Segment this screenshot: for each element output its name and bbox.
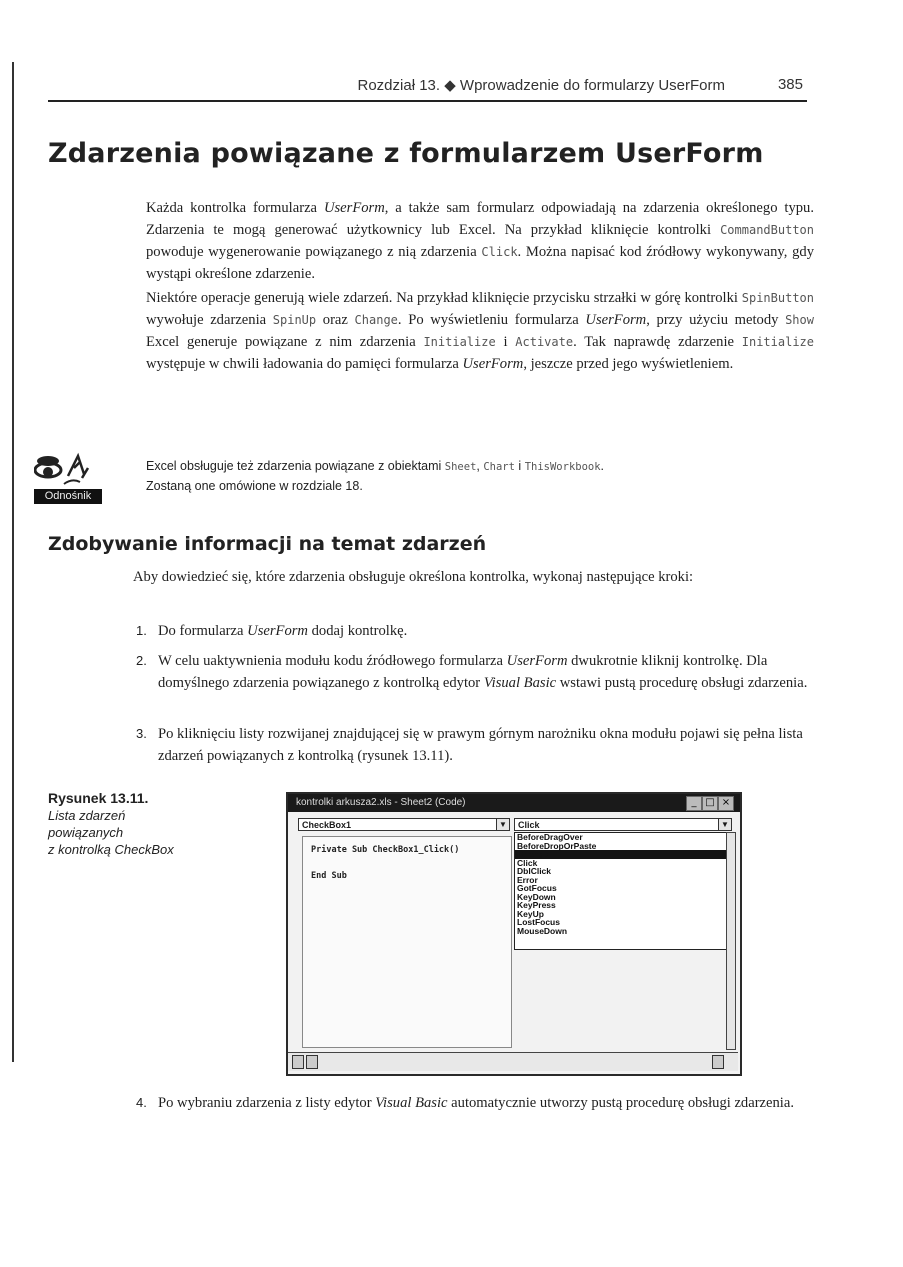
window-titlebar <box>288 794 740 812</box>
maximize-icon: □ <box>702 796 718 811</box>
figure-caption: Rysunek 13.11. Lista zdarzeń powiązanych z kontrolką CheckBox <box>48 790 218 858</box>
event-list-item: LostFocus <box>517 917 560 927</box>
horizontal-scrollbar <box>288 1052 738 1071</box>
event-list <box>514 832 728 950</box>
code-line: End Sub <box>311 871 347 881</box>
step-4: 4. Po wybraniu zdarzenia z listy edytor Visual Basic automatycznie utworzy pustą procedurę obsługi zdarzenia. <box>136 1095 794 1111</box>
page-margin-line <box>12 62 14 1062</box>
window-title: kontrolki arkusza2.xls - Sheet2 (Code) <box>296 797 466 808</box>
code-pane <box>302 836 512 1048</box>
procedure-dropdown: Click ▼ <box>514 818 732 831</box>
vbe-code-window-screenshot <box>286 792 742 1076</box>
code-line: Private Sub CheckBox1_Click() <box>311 845 460 855</box>
event-list-item: KeyDown <box>517 891 556 902</box>
chevron-down-icon: ▼ <box>718 819 731 830</box>
event-list-item: Error <box>517 874 538 885</box>
scroll-right-icon <box>712 1055 724 1069</box>
paragraph-3: Aby dowiedzieć się, które zdarzenia obsługuje określona kontrolka, wykonaj następujące kroki: <box>133 569 694 585</box>
paragraph-1: Każda kontrolka formularza UserForm, a także sam formularz odpowiadają na zdarzenia określonego typu. Zdarzenia te mogą generować użytkownicy lub Excel. Na przykład kliknięcie kontrolki CommandButton powoduje wygenerowanie powiązanego z nią zdarzenia Click. Można napisać kod źródłowy wykonywany, gdy wystąpi określone zdarzenie. <box>146 200 815 282</box>
event-list-item: BeforeDropOrPaste <box>517 840 597 851</box>
section-heading: Zdarzenia powiązane z formularzem UserForm <box>48 138 764 169</box>
view-toggle-icon <box>292 1055 304 1069</box>
running-header <box>48 72 807 102</box>
object-dropdown: CheckBox1 ▼ <box>298 818 510 831</box>
step-1: 1. Do formularza UserForm dodaj kontrolkę. <box>136 623 408 639</box>
subsection-heading: Zdobywanie informacji na temat zdarzeń <box>48 533 487 555</box>
reference-note-text: Excel obsługuje też zdarzenia powiązane z obiektami Sheet, Chart i ThisWorkbook. Zostaną one omówione w rozdziale 18. <box>146 459 605 493</box>
chevron-down-icon: ▼ <box>496 819 509 830</box>
close-icon: × <box>718 796 734 811</box>
event-list-item: KeyPress <box>517 900 556 910</box>
event-list-item: MouseDown <box>517 925 568 936</box>
step-2: 2. W celu uaktywnienia modułu kodu źródłowego formularza UserForm dwukrotnie kliknij kontrolkę. Dla domyślnego zdarzenia powiązanego z kontrolką edytor Visual Basic wstawi pustą procedurę obsługi zdarzenia. <box>136 653 808 691</box>
event-list-item: BeforeDragOver <box>517 832 583 842</box>
minimize-icon: _ <box>686 796 702 811</box>
page-number: 385 <box>777 76 803 93</box>
event-list-item: KeyUp <box>517 908 544 919</box>
vertical-scrollbar <box>726 832 736 1050</box>
reference-note-label: Odnośnik <box>34 489 102 504</box>
figure-title: Rysunek 13.11. <box>48 790 149 806</box>
event-list-item: Click <box>517 857 538 868</box>
event-list-item: DblClick <box>517 866 552 876</box>
scroll-left-icon <box>306 1055 318 1069</box>
running-title: Rozdział 13. ◆ Wprowadzenie do formularzy UserForm <box>357 77 725 94</box>
event-list-item: GotFocus <box>517 883 557 893</box>
step-3: 3. Po kliknięciu listy rozwijanej znajdującej się w prawym górnym narożniku okna modułu pojawi się pełna lista zdarzeń powiązanych z kontrolką (rysunek 13.11). <box>136 726 803 764</box>
event-list-item: Change <box>515 850 727 859</box>
paragraph-2: Niektóre operacje generują wiele zdarzeń. Na przykład kliknięcie przycisku strzałki w górę kontrolki SpinButton wywołuje zdarzenia SpinUp oraz Change. Po wyświetleniu formularza UserForm, przy użyciu metody Show Excel generuje powiązane z nim zdarzenia Initialize i Activate. Tak naprawdę zdarzenie Initialize występuje w chwili ładowania do pamięci formularza UserForm, jeszcze przed jego wyświetleniem. <box>146 290 814 372</box>
